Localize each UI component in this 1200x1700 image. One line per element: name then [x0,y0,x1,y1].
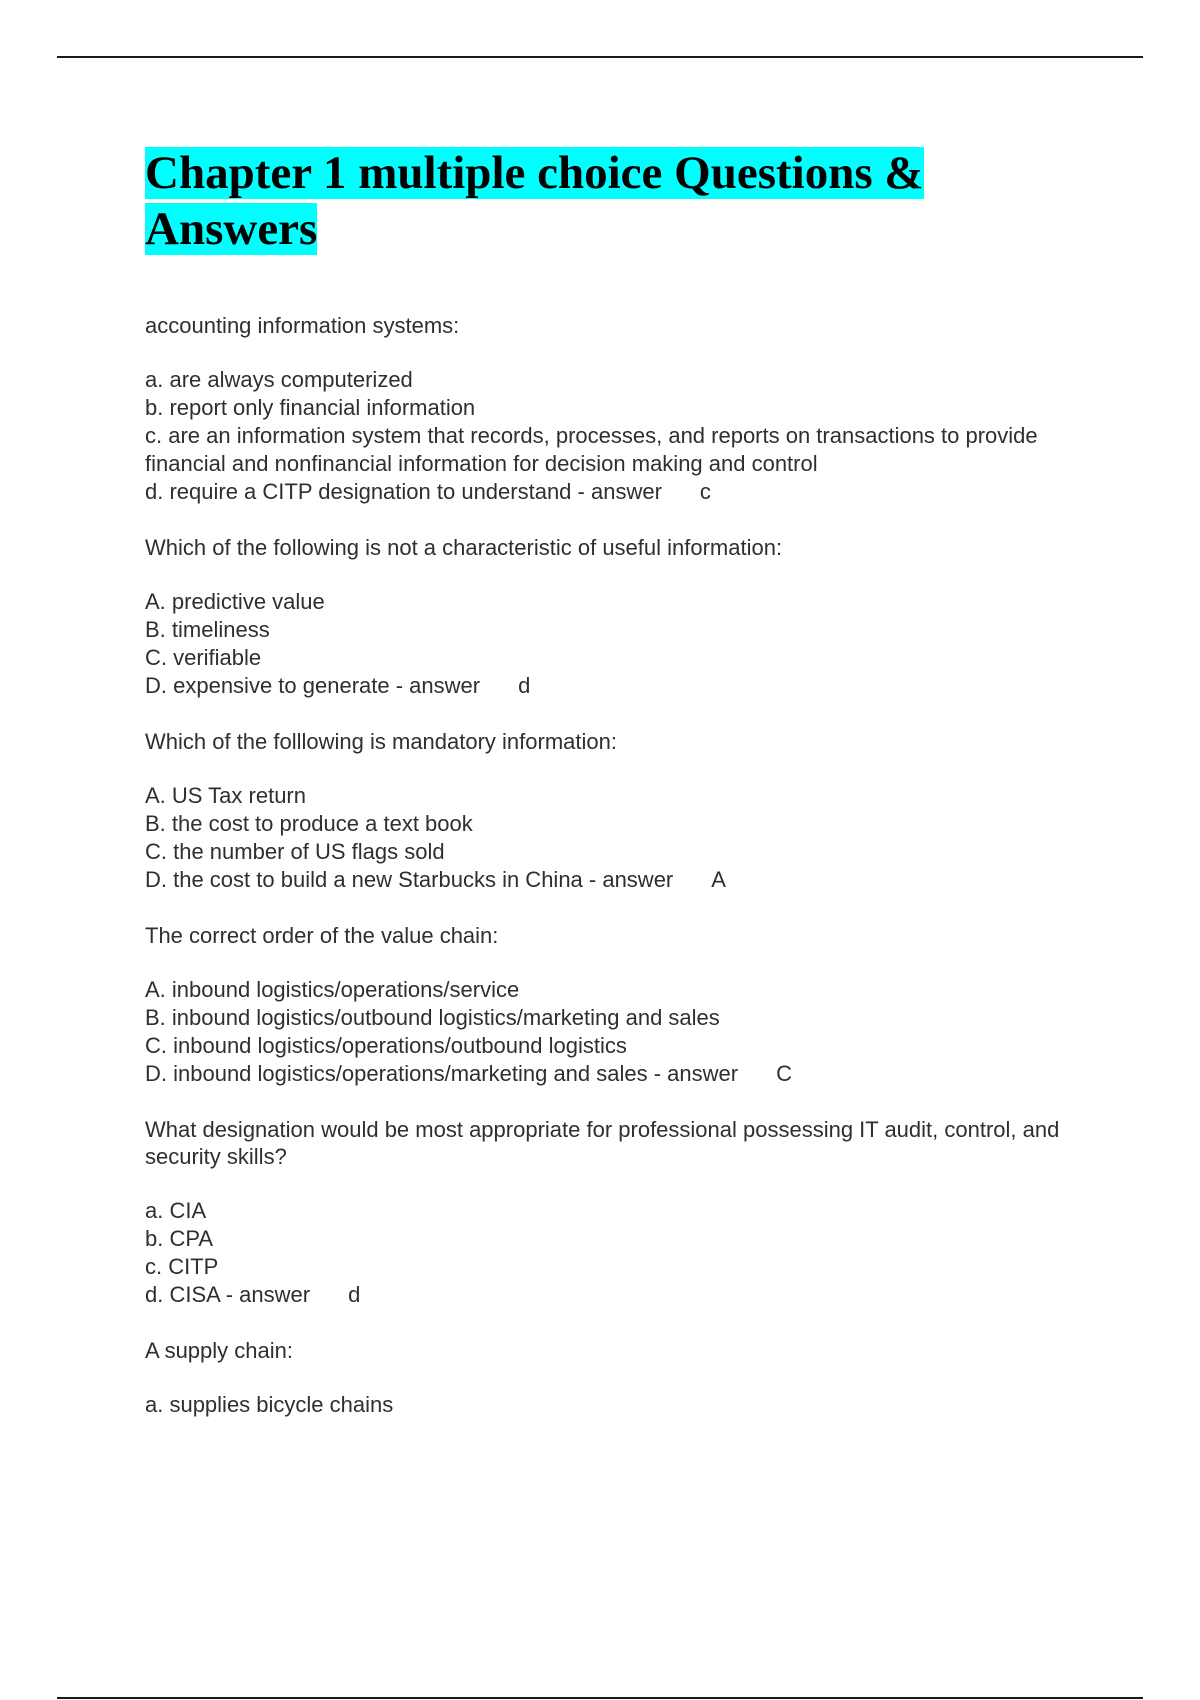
answer-value: d [348,1282,361,1307]
option-b: b. report only financial information [145,395,476,420]
option-b: B. inbound logistics/outbound logistics/marketing and sales [145,1005,720,1030]
question-4 [145,922,1065,1088]
document-body [145,145,1065,1447]
option-d-text: D. inbound logistics/operations/marketing and sales - answer [145,1061,739,1086]
top-rule [57,56,1143,58]
option-list [145,1197,1065,1309]
answer-value: d [518,673,531,698]
option-list [145,1391,1065,1419]
option-d-text: d. CISA - answer [145,1282,311,1307]
option-a: a. supplies bicycle chains [145,1392,394,1417]
page-title [145,145,1065,257]
option-d-text: d. require a CITP designation to understand - answer [145,479,662,504]
option-c: c. CITP [145,1254,219,1279]
option-d-text: D. expensive to generate - answer [145,673,481,698]
option-d-text: D. the cost to build a new Starbucks in China - answer [145,867,674,892]
question-2 [145,534,1065,700]
answer-value: A [711,867,726,892]
option-a: A. predictive value [145,589,325,614]
answer-value: c [699,479,711,504]
question-5 [145,1116,1065,1309]
option-c: C. the number of US flags sold [145,839,445,864]
option-c: c. are an information system that records, processes, and reports on transactions to provide financial and nonfinancial information for decision making and control [145,423,1038,476]
option-d [145,1060,1065,1088]
question-3 [145,728,1065,894]
option-c: C. inbound logistics/operations/outbound logistics [145,1033,627,1058]
option-a: a. CIA [145,1198,207,1223]
option-list [145,782,1065,894]
option-list [145,976,1065,1088]
question-list [145,312,1065,1419]
question-6 [145,1337,1065,1419]
title-line-1: Chapter 1 multiple choice Questions & [145,147,924,199]
option-c: C. verifiable [145,645,262,670]
option-list [145,366,1065,506]
question-stem: Which of the folllowing is mandatory information: [145,729,617,754]
option-a: a. are always computerized [145,367,413,392]
option-b: B. timeliness [145,617,270,642]
option-d [145,672,1065,700]
question-stem: The correct order of the value chain: [145,923,499,948]
answer-value: C [776,1061,792,1086]
option-b: b. CPA [145,1226,214,1251]
question-1 [145,312,1065,506]
option-d [145,1281,1065,1309]
option-d [145,866,1065,894]
question-stem: What designation would be most appropriate for professional possessing IT audit, control, and security skills? [145,1117,1060,1169]
question-stem: Which of the following is not a characteristic of useful information: [145,535,783,560]
option-a: A. US Tax return [145,783,306,808]
option-b: B. the cost to produce a text book [145,811,473,836]
title-line-2: Answers [145,203,318,255]
bottom-rule [57,1697,1143,1699]
option-list [145,588,1065,700]
question-stem: accounting information systems: [145,313,460,338]
option-d [145,478,1065,506]
question-stem: A supply chain: [145,1338,293,1363]
option-a: A. inbound logistics/operations/service [145,977,520,1002]
